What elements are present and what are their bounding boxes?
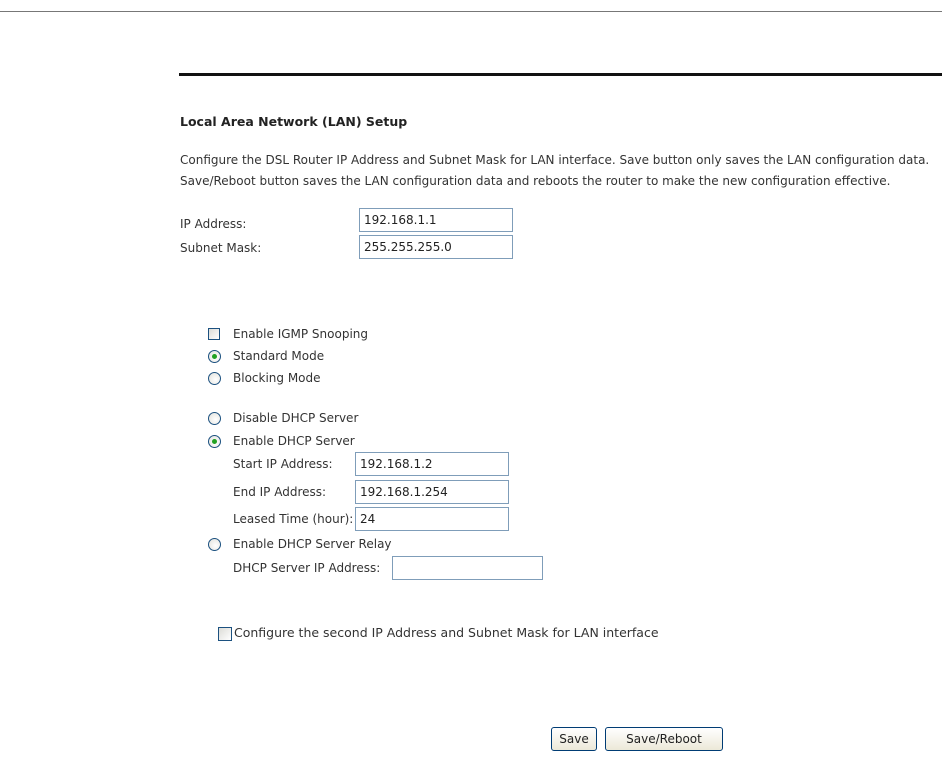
end-ip-label: End IP Address: xyxy=(233,485,327,499)
subnet-mask-input[interactable] xyxy=(359,235,513,259)
disable-dhcp-radio[interactable] xyxy=(208,412,221,425)
dhcp-relay-label: Enable DHCP Server Relay xyxy=(233,537,392,551)
igmp-snooping-checkbox[interactable] xyxy=(208,328,220,340)
start-ip-input[interactable] xyxy=(355,452,509,476)
blocking-mode-label: Blocking Mode xyxy=(233,371,321,385)
page-title: Local Area Network (LAN) Setup xyxy=(180,114,408,129)
igmp-snooping-label: Enable IGMP Snooping xyxy=(233,327,369,341)
save-button[interactable]: Save xyxy=(551,727,597,751)
description-line-2: Save/Reboot button saves the LAN configuration data and reboots the router to make the new configuration effective. xyxy=(180,174,891,188)
leased-time-label: Leased Time (hour): xyxy=(233,512,354,526)
header-divider xyxy=(179,73,942,76)
enable-dhcp-radio[interactable] xyxy=(208,435,221,448)
relay-ip-input[interactable] xyxy=(392,556,543,580)
ip-address-input[interactable] xyxy=(359,208,513,232)
relay-ip-label: DHCP Server IP Address: xyxy=(233,561,381,575)
second-ip-checkbox[interactable] xyxy=(218,627,232,641)
disable-dhcp-label: Disable DHCP Server xyxy=(233,411,359,425)
ip-address-label: IP Address: xyxy=(180,217,247,231)
end-ip-input[interactable] xyxy=(355,480,509,504)
dhcp-relay-radio[interactable] xyxy=(208,538,221,551)
start-ip-label: Start IP Address: xyxy=(233,457,333,471)
top-divider xyxy=(0,11,942,12)
description-line-1: Configure the DSL Router IP Address and Subnet Mask for LAN interface. Save button only saves the LAN configuration data. xyxy=(180,153,930,167)
second-ip-label: Configure the second IP Address and Subnet Mask for LAN interface xyxy=(234,625,659,640)
save-reboot-button[interactable]: Save/Reboot xyxy=(605,727,723,751)
enable-dhcp-label: Enable DHCP Server xyxy=(233,434,355,448)
standard-mode-radio[interactable] xyxy=(208,350,221,363)
blocking-mode-radio[interactable] xyxy=(208,372,221,385)
leased-time-input[interactable] xyxy=(355,507,509,531)
standard-mode-label: Standard Mode xyxy=(233,349,325,363)
page-description xyxy=(180,150,942,192)
subnet-mask-label: Subnet Mask: xyxy=(180,241,262,255)
